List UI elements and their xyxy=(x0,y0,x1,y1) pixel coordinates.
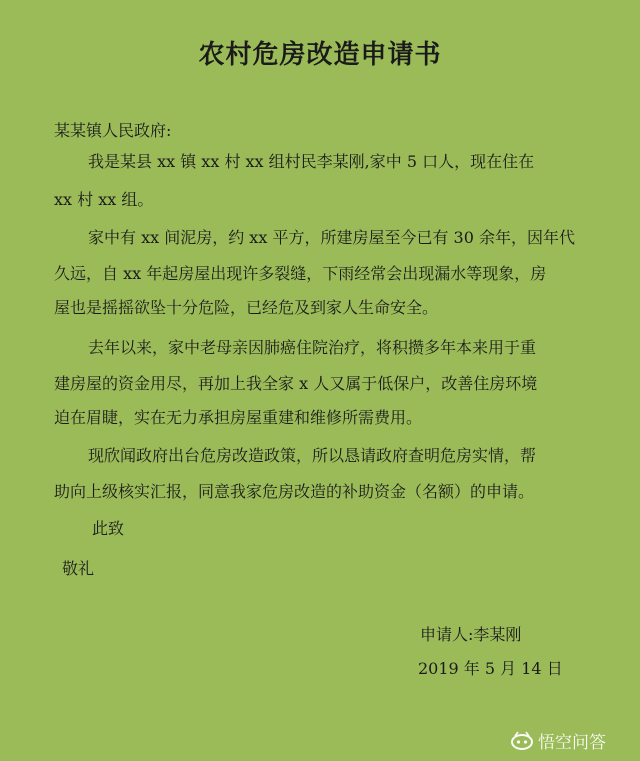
paragraph-line: 久远，自 xx 年起房屋出现许多裂缝，下雨经常会出现漏水等现象，房 xyxy=(54,264,547,283)
paragraph-line: 家中有 xx 间泥房，约 xx 平方，所建房屋至今已有 30 余年，因年代 xyxy=(88,228,575,247)
paragraph-line: 现欣闻政府出台危房改造政策，所以恳请政府查明危房实情，帮 xyxy=(88,446,537,465)
salutation: 某某镇人民政府: xyxy=(54,121,172,140)
paragraph-line: 建房屋的资金用尽，再加上我全家 x 人又属于低保户，改善住房环境 xyxy=(54,374,538,393)
closing-text: 此致 xyxy=(92,519,125,538)
paragraph-line: 屋也是摇摇欲坠十分危险，已经危及到家人生命安全。 xyxy=(54,298,439,317)
paragraph-line: xx 村 xx 组。 xyxy=(54,190,154,209)
paragraph-line: 助向上级核实汇报，同意我家危房改造的补助资金（名额）的申请。 xyxy=(54,482,535,501)
regards-text: 敬礼 xyxy=(62,559,95,578)
paragraph-line: 去年以来，家中老母亲因肺癌住院治疗，将积攒多年本来用于重 xyxy=(88,338,537,357)
paragraph-line: 迫在眉睫，实在无力承担房屋重建和维修所需费用。 xyxy=(54,408,423,427)
paragraph-line: 我是某县 xx 镇 xx 村 xx 组村民李某刚,家中 5 口人，现在住在 xyxy=(88,152,535,171)
document-title: 农村危房改造申请书 xyxy=(198,40,442,70)
wukong-logo-icon xyxy=(510,731,534,751)
watermark-text: 悟空问答 xyxy=(538,733,606,753)
applicant-signature: 申请人:李某刚 xyxy=(420,625,522,644)
application-date: 2019 年 5 月 14 日 xyxy=(418,659,563,678)
watermark xyxy=(510,728,606,753)
